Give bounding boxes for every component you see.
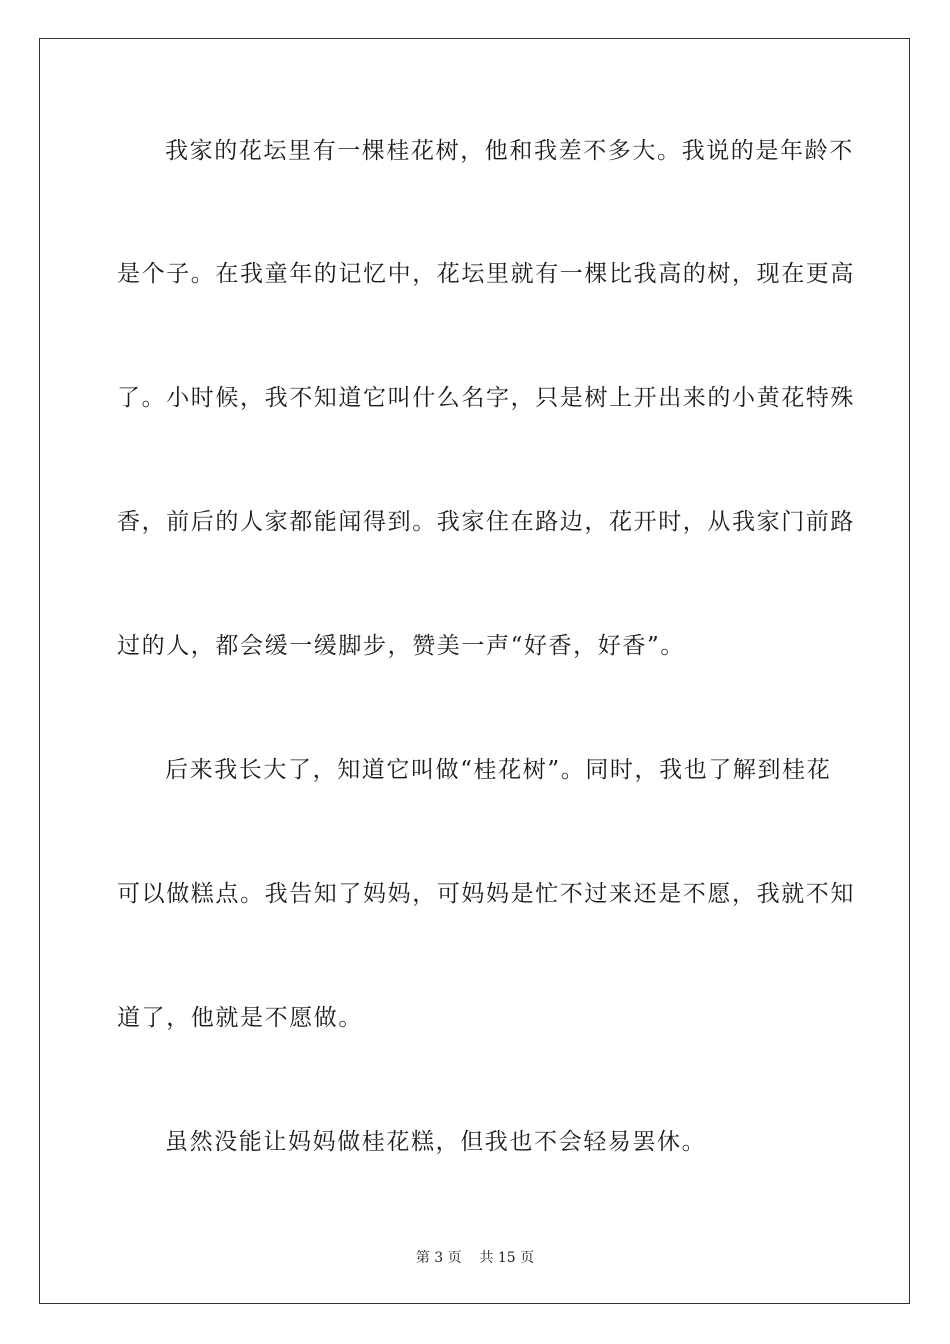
paragraph-2-line-2: 可以做糕点。我告知了妈妈，可妈妈是忙不过来还是不愿，我就不知	[117, 881, 855, 907]
paragraph-1-line-3: 了。小时候，我不知道它叫什么名字，只是树上开出来的小黄花特殊	[117, 385, 855, 411]
paragraph-1-line-2: 是个子。在我童年的记忆中，花坛里就有一棵比我高的树，现在更高	[117, 261, 855, 287]
page-border	[39, 38, 910, 1304]
paragraph-1-line-1: 我家的花坛里有一棵桂花树，他和我差不多大。我说的是年龄不	[165, 138, 854, 164]
paragraph-2-line-1: 后来我长大了，知道它叫做“桂花树”。同时，我也了解到桂花	[165, 757, 832, 783]
paragraph-1-line-4: 香，前后的人家都能闻得到。我家住在路边，花开时，从我家门前路	[117, 509, 855, 535]
paragraph-3-line-1: 虽然没能让妈妈做桂花糕，但我也不会轻易罢休。	[165, 1129, 707, 1155]
page-number-footer: 第 3 页 共 15 页	[415, 1250, 535, 1266]
paragraph-2-line-3: 道了，他就是不愿做。	[117, 1005, 363, 1031]
paragraph-1-line-5: 过的人，都会缓一缓脚步，赞美一声“好香，好香”。	[117, 633, 685, 659]
